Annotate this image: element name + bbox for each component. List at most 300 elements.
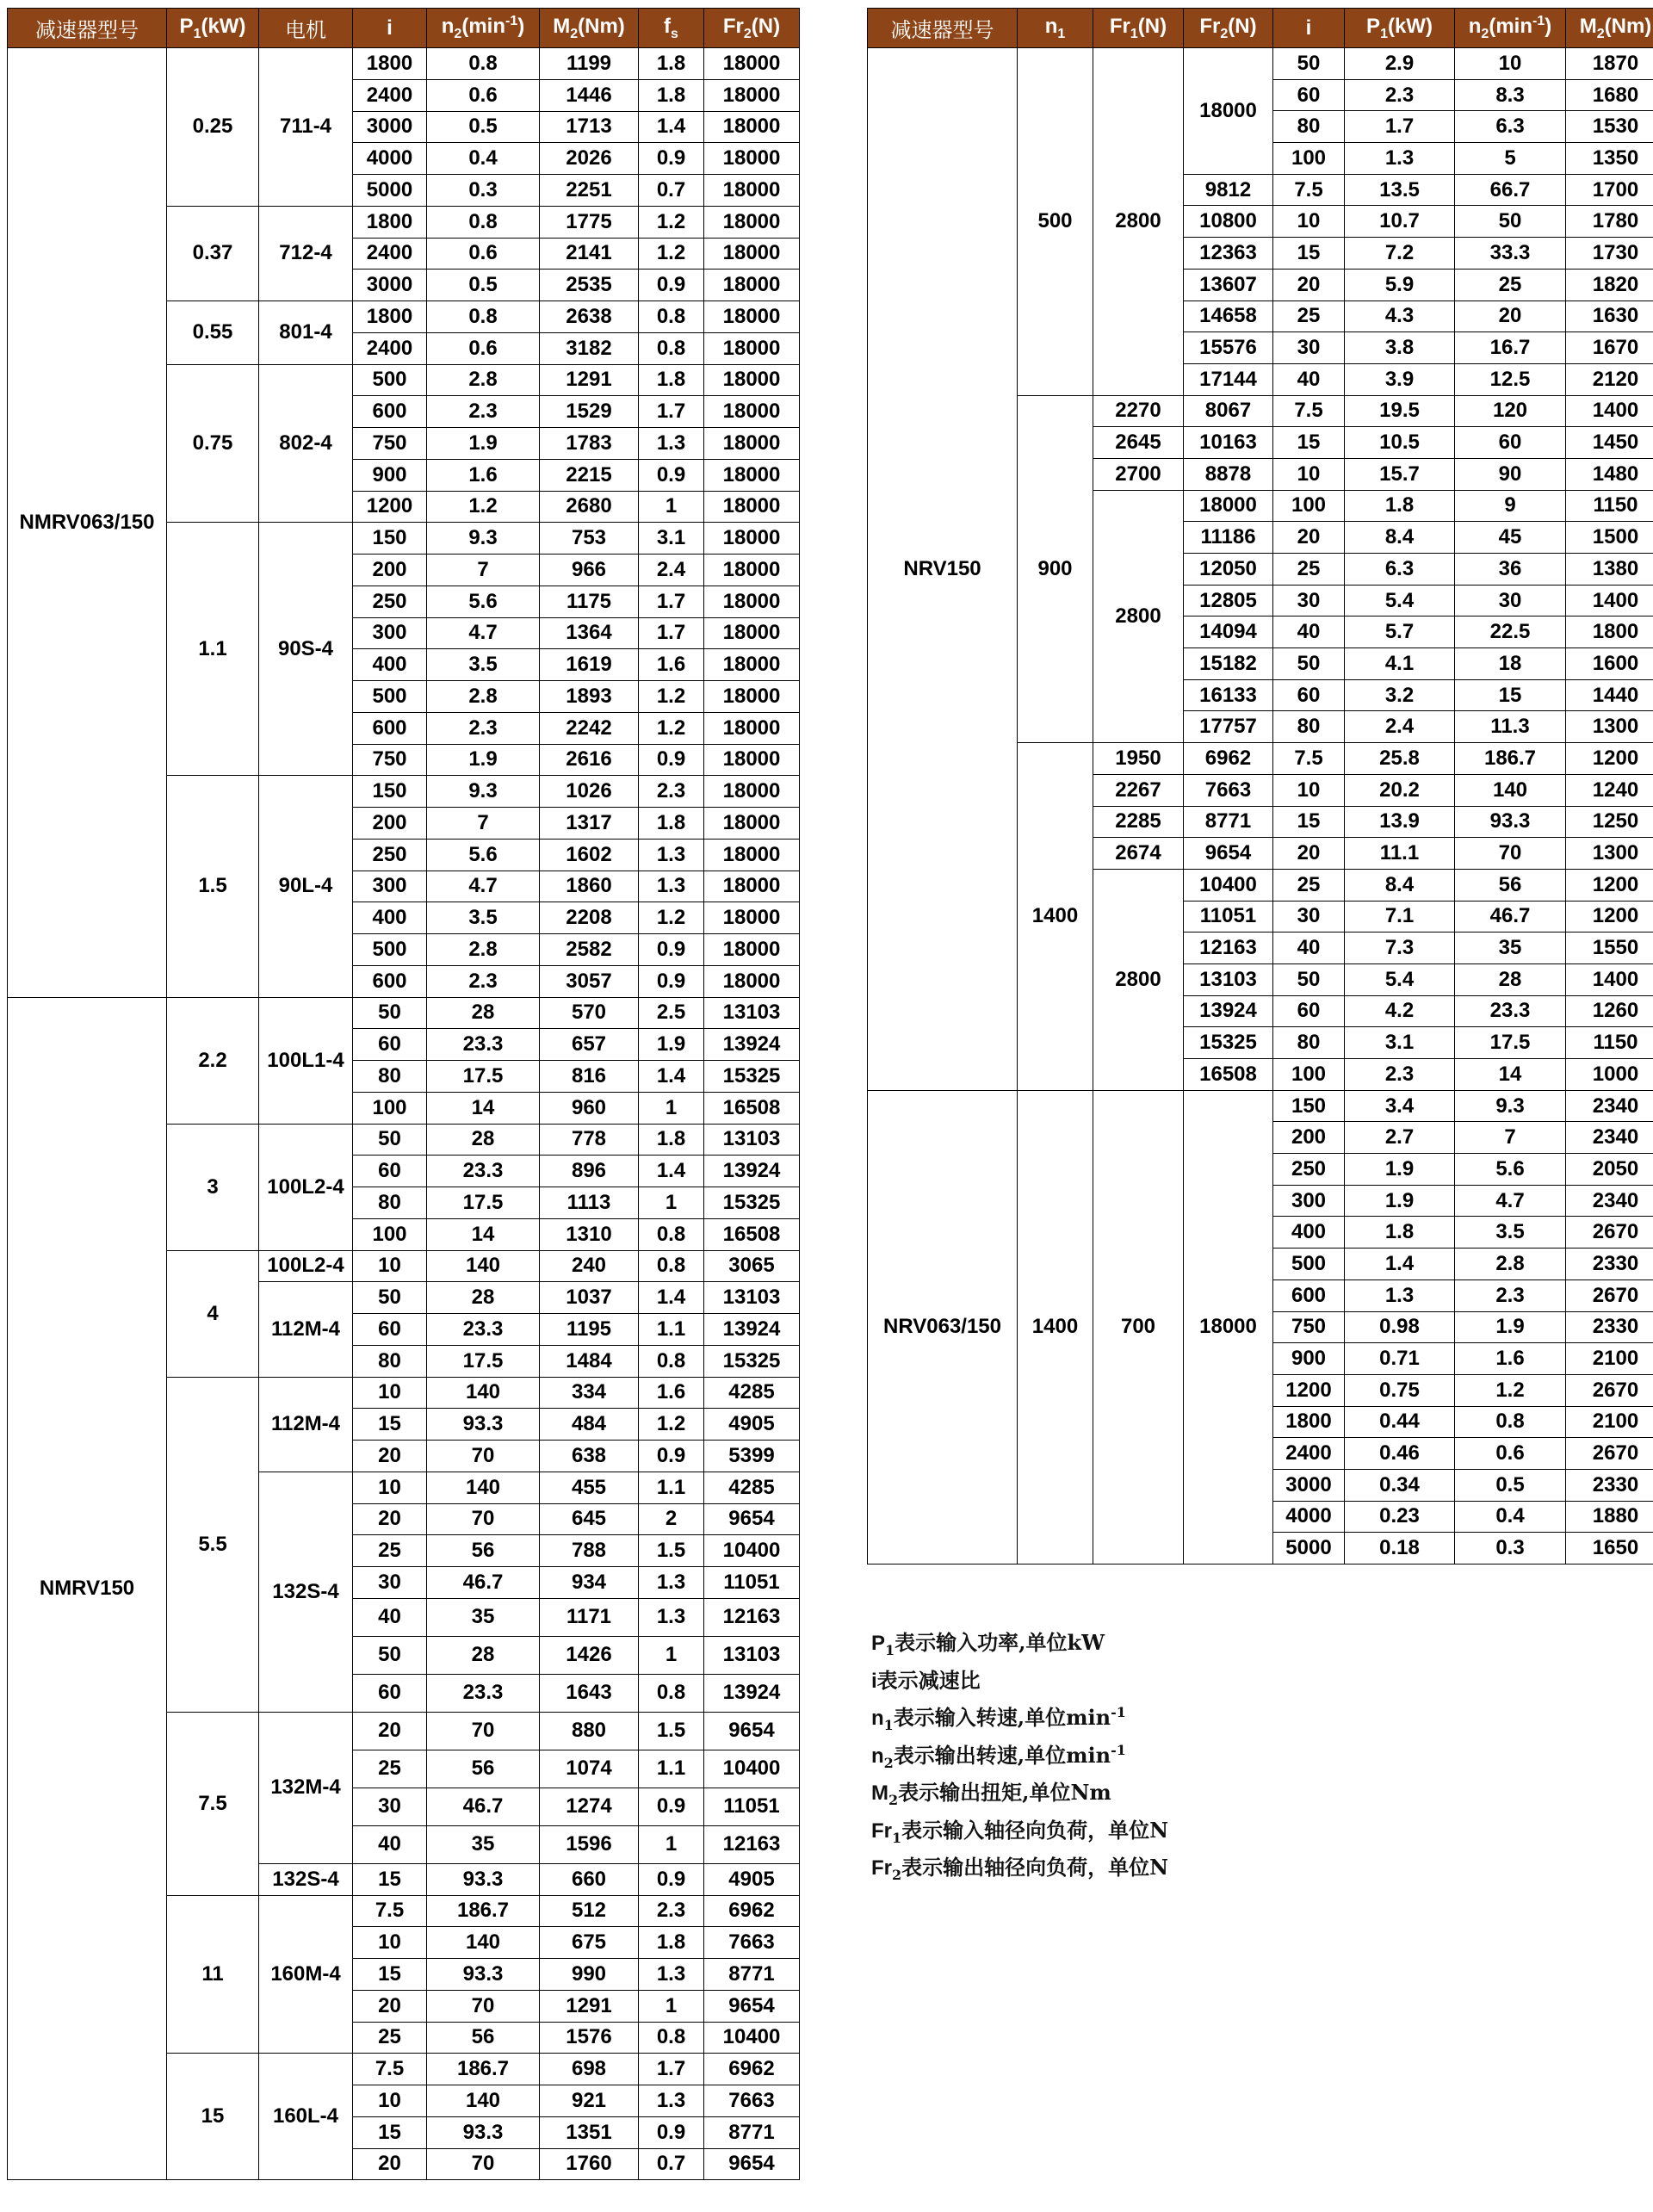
p1-cell: 1.4 xyxy=(1345,1249,1455,1280)
fr2-cell: 18000 xyxy=(704,238,800,270)
fs-cell: 1.7 xyxy=(639,396,704,428)
n2-cell: 10 xyxy=(1455,48,1566,80)
header-n1: $n_1$ xyxy=(1018,9,1093,48)
fs-cell: 1.4 xyxy=(639,1156,704,1187)
left-performance-table xyxy=(7,8,800,2180)
m2-cell: 1880 xyxy=(1566,1501,1653,1533)
ratio-cell: 30 xyxy=(1273,901,1345,933)
n2-cell: 56 xyxy=(427,1750,540,1788)
ratio-cell: 7.5 xyxy=(1273,743,1345,775)
ratio-cell: 40 xyxy=(1273,933,1345,964)
fr1-cell: 2800 xyxy=(1093,869,1184,1090)
ratio-cell: 2400 xyxy=(1273,1438,1345,1470)
m2-cell: 2616 xyxy=(540,744,639,776)
fr2-cell: 9654 xyxy=(704,1990,800,2022)
fs-cell: 2.5 xyxy=(639,997,704,1029)
n2-cell: 7 xyxy=(427,808,540,840)
ratio-cell: 40 xyxy=(353,1825,427,1863)
m2-cell: 1400 xyxy=(1566,585,1653,617)
n2-cell: 186.7 xyxy=(427,1895,540,1927)
ratio-cell: 60 xyxy=(353,1029,427,1061)
fr2-cell: 7663 xyxy=(1184,774,1273,806)
motor-cell: 802-4 xyxy=(259,364,353,523)
p1-cell: 0.98 xyxy=(1345,1311,1455,1343)
n2-cell: 70 xyxy=(427,1990,540,2022)
fr2-cell: 9654 xyxy=(704,1712,800,1750)
ratio-cell: 200 xyxy=(353,808,427,840)
fr2-cell: 10163 xyxy=(1184,427,1273,459)
n2-cell: 45 xyxy=(1455,522,1566,554)
fs-cell: 1 xyxy=(639,1636,704,1674)
n2-cell: 23.3 xyxy=(427,1674,540,1712)
note-text: 表示输入轴径向负荷，单位N xyxy=(901,1817,1169,1843)
note-symbol: P xyxy=(871,1632,886,1655)
fr2-cell: 18000 xyxy=(704,744,800,776)
n2-cell: 5.6 xyxy=(427,839,540,871)
fr2-cell: 18000 xyxy=(704,111,800,143)
fr2-cell: 6962 xyxy=(1184,743,1273,775)
m2-cell: 2638 xyxy=(540,301,639,333)
fr2-cell: 4905 xyxy=(704,1863,800,1895)
m2-cell: 1530 xyxy=(1566,111,1653,143)
fs-cell: 1.4 xyxy=(639,1282,704,1314)
motor-cell: 132M-4 xyxy=(259,1712,353,1863)
fr1-cell: 2645 xyxy=(1093,427,1184,459)
m2-cell: 1113 xyxy=(540,1187,639,1219)
fr2-cell: 18000 xyxy=(704,649,800,681)
m2-cell: 1643 xyxy=(540,1674,639,1712)
fr1-cell: 700 xyxy=(1093,1090,1184,1564)
ratio-cell: 50 xyxy=(353,997,427,1029)
n2-cell: 17.5 xyxy=(427,1345,540,1377)
n2-cell: 22.5 xyxy=(1455,617,1566,648)
fr2-cell: 17757 xyxy=(1184,711,1273,743)
power-cell: 2.2 xyxy=(167,997,259,1124)
header-n2: $n_2(\min^{-1})$ xyxy=(427,9,540,48)
power-cell: 0.37 xyxy=(167,206,259,301)
header-n2: $n_2(\min^{-1})$ xyxy=(1455,9,1566,48)
fr2-cell: 18000 xyxy=(704,871,800,902)
p1-cell: 2.3 xyxy=(1345,1059,1455,1091)
header-p1: $P_1(kW)$ xyxy=(1345,9,1455,48)
n2-cell: 0.8 xyxy=(427,301,540,333)
n2-cell: 70 xyxy=(427,1441,540,1472)
fr2-cell: 7663 xyxy=(704,2085,800,2117)
p1-cell: 5.4 xyxy=(1345,963,1455,995)
ratio-cell: 250 xyxy=(1273,1154,1345,1186)
p1-cell: 2.4 xyxy=(1345,711,1455,743)
power-cell: 15 xyxy=(167,2054,259,2180)
ratio-cell: 100 xyxy=(1273,143,1345,175)
p1-cell: 25.8 xyxy=(1345,743,1455,775)
m2-cell: 2535 xyxy=(540,270,639,301)
m2-cell: 1150 xyxy=(1566,490,1653,522)
fs-cell: 1.4 xyxy=(639,1061,704,1093)
n2-cell: 186.7 xyxy=(1455,743,1566,775)
m2-cell: 1440 xyxy=(1566,679,1653,711)
ratio-cell: 2400 xyxy=(353,79,427,111)
m2-cell: 2100 xyxy=(1566,1406,1653,1438)
p1-cell: 8.4 xyxy=(1345,522,1455,554)
n2-cell: 2.8 xyxy=(1455,1249,1566,1280)
m2-cell: 3057 xyxy=(540,965,639,997)
motor-cell: 90L-4 xyxy=(259,776,353,997)
n2-cell: 70 xyxy=(427,1712,540,1750)
p1-cell: 11.1 xyxy=(1345,838,1455,870)
note-symbol: Fr xyxy=(871,1819,892,1843)
left-header-row xyxy=(8,9,800,48)
motor-cell: 160M-4 xyxy=(259,1895,353,2054)
m2-cell: 1171 xyxy=(540,1598,639,1636)
ratio-cell: 1800 xyxy=(353,48,427,80)
n2-cell: 0.5 xyxy=(427,270,540,301)
ratio-cell: 900 xyxy=(353,459,427,491)
ratio-cell: 40 xyxy=(353,1598,427,1636)
ratio-cell: 40 xyxy=(1273,617,1345,648)
header-model: 减速器型号 xyxy=(868,9,1018,48)
fs-cell: 1.8 xyxy=(639,364,704,396)
p1-cell: 5.9 xyxy=(1345,269,1455,301)
fr2-cell: 12050 xyxy=(1184,554,1273,586)
m2-cell: 1026 xyxy=(540,776,639,808)
fr2-cell: 9812 xyxy=(1184,174,1273,206)
n2-cell: 140 xyxy=(427,1377,540,1409)
header-fr2: $Fr_2(N)$ xyxy=(704,9,800,48)
n2-cell: 17.5 xyxy=(1455,1027,1566,1059)
fr2-cell: 8771 xyxy=(1184,806,1273,838)
p1-cell: 1.8 xyxy=(1345,1217,1455,1249)
ratio-cell: 150 xyxy=(353,523,427,555)
m2-cell: 1291 xyxy=(540,364,639,396)
m2-cell: 1619 xyxy=(540,649,639,681)
motor-cell: 132S-4 xyxy=(259,1863,353,1895)
m2-cell: 1350 xyxy=(1566,143,1653,175)
ratio-cell: 4000 xyxy=(353,143,427,175)
ratio-cell: 30 xyxy=(1273,585,1345,617)
fs-cell: 1.7 xyxy=(639,617,704,649)
fr2-cell: 10400 xyxy=(704,1750,800,1788)
n2-cell: 28 xyxy=(427,1124,540,1156)
m2-cell: 657 xyxy=(540,1029,639,1061)
ratio-cell: 30 xyxy=(1273,332,1345,364)
m2-cell: 1600 xyxy=(1566,648,1653,680)
ratio-cell: 10 xyxy=(353,1472,427,1503)
n2-cell: 90 xyxy=(1455,458,1566,490)
n2-cell: 3.5 xyxy=(427,649,540,681)
ratio-cell: 60 xyxy=(1273,79,1345,111)
p1-cell: 2.7 xyxy=(1345,1122,1455,1154)
n2-cell: 35 xyxy=(1455,933,1566,964)
power-cell: 0.25 xyxy=(167,48,259,207)
ratio-cell: 10 xyxy=(353,1927,427,1959)
note-line xyxy=(871,1701,1629,1738)
p1-cell: 7.3 xyxy=(1345,933,1455,964)
header-m2: $M_2(Nm)$ xyxy=(540,9,639,48)
m2-cell: 1500 xyxy=(1566,522,1653,554)
m2-cell: 1240 xyxy=(1566,774,1653,806)
n2-cell: 0.3 xyxy=(1455,1533,1566,1565)
p1-cell: 5.4 xyxy=(1345,585,1455,617)
ratio-cell: 20 xyxy=(1273,838,1345,870)
fr2-cell: 3065 xyxy=(704,1250,800,1282)
p1-cell: 3.1 xyxy=(1345,1027,1455,1059)
ratio-cell: 200 xyxy=(1273,1122,1345,1154)
n2-cell: 4.7 xyxy=(1455,1185,1566,1217)
fr2-cell: 18000 xyxy=(704,776,800,808)
m2-cell: 1175 xyxy=(540,586,639,617)
fs-cell: 1.3 xyxy=(639,871,704,902)
p1-cell: 3.9 xyxy=(1345,363,1455,395)
fs-cell: 3.1 xyxy=(639,523,704,555)
ratio-cell: 1800 xyxy=(1273,1406,1345,1438)
model-cell: NMRV063/150 xyxy=(8,48,167,998)
fr2-cell: 18000 xyxy=(704,270,800,301)
n2-cell: 46.7 xyxy=(1455,901,1566,933)
m2-cell: 1200 xyxy=(1566,743,1653,775)
ratio-cell: 20 xyxy=(353,2148,427,2180)
m2-cell: 1317 xyxy=(540,808,639,840)
n2-cell: 7 xyxy=(427,555,540,586)
fs-cell: 0.9 xyxy=(639,143,704,175)
m2-cell: 1780 xyxy=(1566,206,1653,238)
m2-cell: 1300 xyxy=(1566,711,1653,743)
m2-cell: 1351 xyxy=(540,2116,639,2148)
n2-cell: 25 xyxy=(1455,269,1566,301)
note-symbol: M xyxy=(871,1781,888,1805)
fs-cell: 0.9 xyxy=(639,459,704,491)
m2-cell: 1195 xyxy=(540,1314,639,1346)
fs-cell: 0.7 xyxy=(639,2148,704,2180)
fs-cell: 0.9 xyxy=(639,934,704,966)
n2-cell: 6.3 xyxy=(1455,111,1566,143)
p1-cell: 10.5 xyxy=(1345,427,1455,459)
n2-cell: 93.3 xyxy=(427,1959,540,1991)
m2-cell: 570 xyxy=(540,997,639,1029)
fr2-cell: 16508 xyxy=(1184,1059,1273,1091)
ratio-cell: 400 xyxy=(353,902,427,934)
m2-cell: 2100 xyxy=(1566,1343,1653,1375)
n2-cell: 140 xyxy=(427,1927,540,1959)
n2-cell: 17.5 xyxy=(427,1187,540,1219)
note-subscript: 2 xyxy=(892,1866,902,1883)
fr2-cell: 4285 xyxy=(704,1377,800,1409)
n2-cell: 16.7 xyxy=(1455,332,1566,364)
power-cell: 11 xyxy=(167,1895,259,2054)
power-cell: 1.5 xyxy=(167,776,259,997)
m2-cell: 1630 xyxy=(1566,301,1653,332)
p1-cell: 20.2 xyxy=(1345,774,1455,806)
fr2-cell: 10800 xyxy=(1184,206,1273,238)
fr2-cell: 9654 xyxy=(1184,838,1273,870)
m2-cell: 2340 xyxy=(1566,1185,1653,1217)
fs-cell: 1.2 xyxy=(639,712,704,744)
m2-cell: 1860 xyxy=(540,871,639,902)
ratio-cell: 1800 xyxy=(353,206,427,238)
p1-cell: 8.4 xyxy=(1345,869,1455,901)
motor-cell: 160L-4 xyxy=(259,2054,353,2180)
fs-cell: 1.5 xyxy=(639,1712,704,1750)
legend-notes xyxy=(871,1626,1629,1888)
note-text: 表示输出转速,单位min xyxy=(893,1742,1111,1768)
m2-cell: 1291 xyxy=(540,1990,639,2022)
m2-cell: 2120 xyxy=(1566,363,1653,395)
fs-cell: 1.3 xyxy=(639,839,704,871)
p1-cell: 3.4 xyxy=(1345,1090,1455,1122)
motor-cell: 712-4 xyxy=(259,206,353,301)
fr2-cell: 11186 xyxy=(1184,522,1273,554)
ratio-cell: 500 xyxy=(353,681,427,713)
fr2-cell: 11051 xyxy=(1184,901,1273,933)
m2-cell: 1426 xyxy=(540,1636,639,1674)
n2-cell: 14 xyxy=(427,1092,540,1124)
fr2-cell: 14094 xyxy=(1184,617,1273,648)
ratio-cell: 7.5 xyxy=(353,1895,427,1927)
m2-cell: 1783 xyxy=(540,428,639,460)
m2-cell: 1260 xyxy=(1566,995,1653,1027)
note-symbol: Fr xyxy=(871,1856,892,1880)
n2-cell: 0.4 xyxy=(1455,1501,1566,1533)
header-fs: $f_s$ xyxy=(639,9,704,48)
ratio-cell: 1200 xyxy=(1273,1374,1345,1406)
m2-cell: 2215 xyxy=(540,459,639,491)
fr2-cell: 9654 xyxy=(704,1503,800,1535)
ratio-cell: 1200 xyxy=(353,491,427,523)
ratio-cell: 7.5 xyxy=(353,2054,427,2085)
m2-cell: 921 xyxy=(540,2085,639,2117)
right-performance-table xyxy=(867,8,1653,1565)
m2-cell: 960 xyxy=(540,1092,639,1124)
fs-cell: 1 xyxy=(639,491,704,523)
ratio-cell: 5000 xyxy=(1273,1533,1345,1565)
m2-cell: 1074 xyxy=(540,1750,639,1788)
m2-cell: 1713 xyxy=(540,111,639,143)
n2-cell: 1.6 xyxy=(1455,1343,1566,1375)
n2-cell: 20 xyxy=(1455,301,1566,332)
ratio-cell: 20 xyxy=(353,1712,427,1750)
fr1-cell: 2285 xyxy=(1093,806,1184,838)
note-line xyxy=(871,1626,1629,1664)
fs-cell: 1.6 xyxy=(639,649,704,681)
m2-cell: 1760 xyxy=(540,2148,639,2180)
p1-cell: 7.2 xyxy=(1345,238,1455,270)
m2-cell: 1380 xyxy=(1566,554,1653,586)
n2-cell: 46.7 xyxy=(427,1567,540,1599)
fs-cell: 1.8 xyxy=(639,1124,704,1156)
ratio-cell: 60 xyxy=(353,1314,427,1346)
n2-cell: 28 xyxy=(427,1636,540,1674)
n2-cell: 9.3 xyxy=(1455,1090,1566,1122)
fr1-cell: 2674 xyxy=(1093,838,1184,870)
ratio-cell: 3000 xyxy=(353,270,427,301)
m2-cell: 1550 xyxy=(1566,933,1653,964)
fr2-cell: 18000 xyxy=(704,396,800,428)
p1-cell: 4.3 xyxy=(1345,301,1455,332)
m2-cell: 1037 xyxy=(540,1282,639,1314)
ratio-cell: 80 xyxy=(1273,711,1345,743)
fr2-cell: 17144 xyxy=(1184,363,1273,395)
n2-cell: 2.3 xyxy=(427,965,540,997)
n1-cell: 1400 xyxy=(1018,743,1093,1091)
fr2-cell: 6962 xyxy=(704,2054,800,2085)
fr2-cell: 16508 xyxy=(704,1218,800,1250)
note-line xyxy=(871,1850,1629,1888)
m2-cell: 1400 xyxy=(1566,963,1653,995)
n1-cell: 500 xyxy=(1018,48,1093,396)
n2-cell: 140 xyxy=(427,1472,540,1503)
ratio-cell: 80 xyxy=(353,1187,427,1219)
n2-cell: 0.6 xyxy=(427,238,540,270)
m2-cell: 990 xyxy=(540,1959,639,1991)
m2-cell: 2330 xyxy=(1566,1249,1653,1280)
fr2-cell: 18000 xyxy=(704,523,800,555)
motor-cell: 100L2-4 xyxy=(259,1124,353,1250)
ratio-cell: 300 xyxy=(1273,1185,1345,1217)
fr1-cell: 2267 xyxy=(1093,774,1184,806)
n2-cell: 120 xyxy=(1455,395,1566,427)
ratio-cell: 80 xyxy=(353,1345,427,1377)
fr2-cell: 13924 xyxy=(704,1029,800,1061)
note-line xyxy=(871,1775,1629,1813)
fr2-cell: 7663 xyxy=(704,1927,800,1959)
ratio-cell: 20 xyxy=(353,1503,427,1535)
fr1-cell: 2700 xyxy=(1093,458,1184,490)
m2-cell: 2050 xyxy=(1566,1154,1653,1186)
n2-cell: 1.2 xyxy=(1455,1374,1566,1406)
n2-cell: 23.3 xyxy=(427,1029,540,1061)
n2-cell: 36 xyxy=(1455,554,1566,586)
ratio-cell: 10 xyxy=(353,1250,427,1282)
ratio-cell: 3000 xyxy=(353,111,427,143)
ratio-cell: 500 xyxy=(353,364,427,396)
n2-cell: 18 xyxy=(1455,648,1566,680)
ratio-cell: 600 xyxy=(353,396,427,428)
ratio-cell: 80 xyxy=(1273,111,1345,143)
ratio-cell: 15 xyxy=(353,1863,427,1895)
model-cell: NRV063/150 xyxy=(868,1090,1018,1564)
fr2-cell: 15325 xyxy=(704,1345,800,1377)
n2-cell: 0.5 xyxy=(1455,1469,1566,1501)
fs-cell: 0.8 xyxy=(639,301,704,333)
ratio-cell: 10 xyxy=(1273,774,1345,806)
fr2-cell: 12163 xyxy=(704,1825,800,1863)
fr2-cell: 16133 xyxy=(1184,679,1273,711)
fr2-cell: 11051 xyxy=(704,1788,800,1825)
model-cell: NMRV150 xyxy=(8,997,167,2180)
m2-cell: 455 xyxy=(540,1472,639,1503)
header-fr1: $Fr_1(N)$ xyxy=(1093,9,1184,48)
table-row xyxy=(868,48,1653,80)
fr2-cell: 8067 xyxy=(1184,395,1273,427)
power-cell: 5.5 xyxy=(167,1377,259,1712)
fr2-cell: 13103 xyxy=(704,1124,800,1156)
note-text: 表示输出轴径向负荷，单位N xyxy=(901,1855,1169,1880)
fs-cell: 1.4 xyxy=(639,111,704,143)
n2-cell: 186.7 xyxy=(427,2054,540,2085)
fr2-cell: 6962 xyxy=(704,1895,800,1927)
m2-cell: 1200 xyxy=(1566,901,1653,933)
n2-cell: 15 xyxy=(1455,679,1566,711)
fr2-cell: 10400 xyxy=(1184,869,1273,901)
model-cell: NRV150 xyxy=(868,48,1018,1091)
fr2-cell: 12805 xyxy=(1184,585,1273,617)
header-m2: $M_2(Nm)$ xyxy=(1566,9,1653,48)
ratio-cell: 100 xyxy=(1273,1059,1345,1091)
m2-cell: 512 xyxy=(540,1895,639,1927)
n2-cell: 1.6 xyxy=(427,459,540,491)
fs-cell: 1.7 xyxy=(639,2054,704,2085)
ratio-cell: 10 xyxy=(1273,206,1345,238)
m2-cell: 660 xyxy=(540,1863,639,1895)
